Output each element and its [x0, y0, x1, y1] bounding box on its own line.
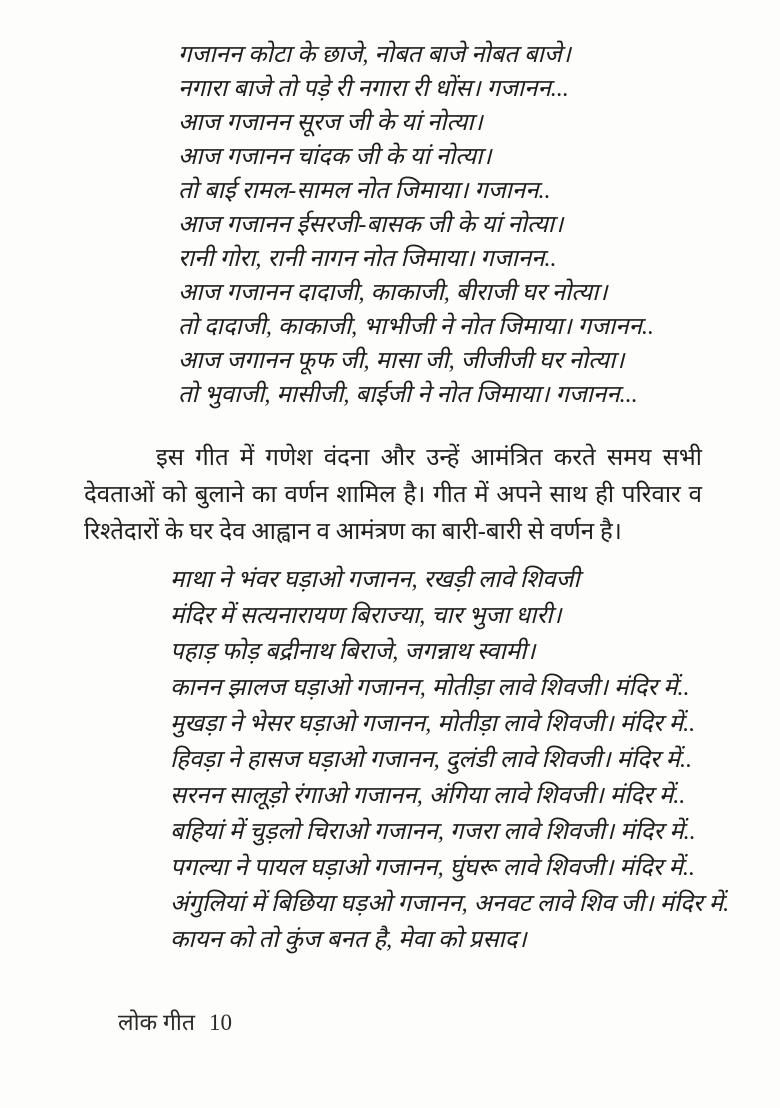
verse-line: अंगुलियां में बिछिया घड़ओ गजानन, अनवट लावे शिव जी। मंदिर में.	[170, 891, 730, 917]
verse-line: आज गजानन चांदक जी के यां नोत्या।	[178, 144, 492, 170]
verse-line: मुखड़ा ने भेसर घड़ाओ गजानन, मोतीड़ा लावे शिवजी। मंदिर में..	[170, 711, 696, 737]
verse-line: मंदिर में सत्यनारायण बिराज्या, चार भुजा धारी।	[170, 603, 562, 629]
verse-line: पहाड़ फोड़ बद्रीनाथ बिराजे, जगन्नाथ स्वामी।	[170, 639, 536, 665]
verse-line: हिवड़ा ने हासज घड़ाओ गजानन, दुलंडी लावे शिवजी। मंदिर में..	[170, 747, 693, 773]
verse-line: माथा ने भंवर घड़ाओ गजानन, रखड़ी लावे शिवजी	[170, 567, 580, 593]
verse-line: आज गजानन ईसरजी-बासक जी के यां नोत्या।	[178, 212, 564, 238]
page-number: 10	[208, 1010, 232, 1035]
verse-line: तो बाई रामल-सामल नोत जिमाया। गजानन..	[178, 178, 551, 204]
verse-line: तो भुवाजी, मासीजी, बाईजी ने नोत जिमाया। गजानन...	[178, 382, 638, 408]
verse-line: कायन को तो कुंज बनत है, मेवा को प्रसाद।	[170, 927, 527, 953]
verse-line: आज गजानन सूरज जी के यां नोत्या।	[178, 110, 483, 136]
verse-line: कानन झालज घड़ाओ गजानन, मोतीड़ा लावे शिवजी। मंदिर में..	[170, 675, 690, 701]
verse-line: आज गजानन दादाजी, काकाजी, बीराजी घर नोत्या।	[178, 280, 608, 306]
verse-line: पगल्या ने पायल घड़ाओ गजानन, घुंघरू लावे शिवजी। मंदिर में..	[170, 855, 695, 881]
verse-line: गजानन कोटा के छाजे, नोबत बाजे नोबत बाजे।	[178, 42, 571, 68]
song-verse-1	[178, 38, 654, 412]
verse-line: बहियां में चुड़लो चिराओ गजानन, गजरा लावे शिवजी। मंदिर में..	[170, 819, 696, 845]
verse-line: आज जगानन फूफ जी, मासा जी, जीजीजी घर नोत्या।	[178, 348, 625, 374]
verse-line: रानी गोरा, रानी नागन नोत जिमाया। गजानन..	[178, 246, 557, 272]
song-description-paragraph: इस गीत में गणेश वंदना और उन्हें आमंत्रित करते समय सभी देवताओं को बुलाने का वर्णन शामिल है। गीत में अपने साथ ही परिवार व रिश्तेदारों के घर देव आह्वान व आमंत्रण का बारी-बारी से वर्णन है।	[84, 445, 702, 545]
book-title: लोक गीत	[118, 1010, 195, 1035]
verse-line: सरनन सालूड़ो रंगाओ गजानन, अंगिया लावे शिवजी। मंदिर में..	[170, 783, 686, 809]
page-footer	[118, 1008, 232, 1038]
verse-line: नगारा बाजे तो पड़े री नगारा री धोंस। गजानन...	[178, 76, 569, 102]
song-verse-2	[170, 562, 729, 958]
verse-line: तो दादाजी, काकाजी, भाभीजी ने नोत जिमाया। गजानन..	[178, 314, 654, 340]
